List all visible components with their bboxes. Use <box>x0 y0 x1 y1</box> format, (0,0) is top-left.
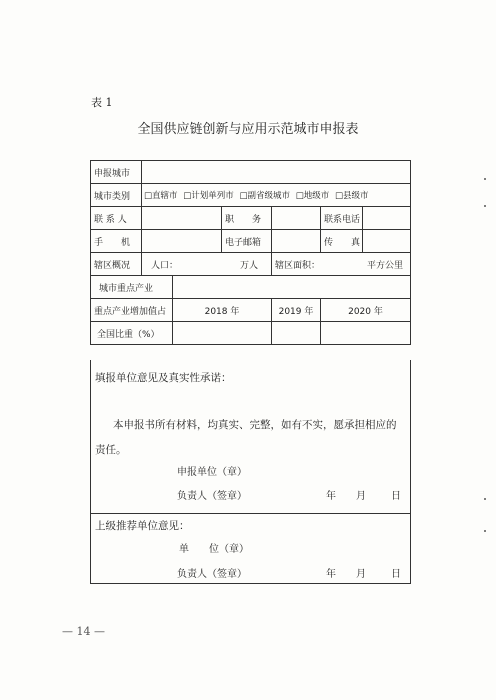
checkbox-prefecture[interactable]: □地级市 <box>295 191 330 201</box>
opinion-heading: 填报单位意见及真实性承诺： <box>95 372 232 384</box>
position-field[interactable] <box>272 207 321 230</box>
share-label: 全国比重（%） <box>91 322 173 345</box>
email-field[interactable] <box>272 230 321 253</box>
population-label: 人口： <box>151 260 179 271</box>
date-day: 日 <box>391 491 401 502</box>
superior-heading: 上级推荐单位意见： <box>95 520 190 532</box>
checkbox-municipality[interactable]: □直辖市 <box>144 191 178 201</box>
page-title: 全国供应链创新与应用示范城市申报表 <box>137 122 359 137</box>
city-field[interactable] <box>142 161 411 184</box>
category-options <box>142 184 411 207</box>
superior-section <box>90 513 411 584</box>
mobile-label: 手 机 <box>91 230 142 253</box>
fax-field[interactable] <box>363 230 411 253</box>
opinion-text: 本申报书所有材料，均真实、完整，如有不实，愿承担相应的 <box>113 419 397 431</box>
checkbox-sub-provincial[interactable]: □副省级城市 <box>239 191 291 201</box>
scan-dot <box>484 498 486 500</box>
category-label: 城市类别 <box>91 184 142 207</box>
date-month: 月 <box>356 491 366 502</box>
checkbox-county[interactable]: □县级市 <box>335 191 369 201</box>
share-2018-field[interactable] <box>173 322 272 345</box>
area-label: 辖区面积： <box>275 260 321 271</box>
page-number: — 14 — <box>62 625 105 638</box>
date-year: 年 <box>326 491 336 502</box>
district-label: 辖区概况 <box>91 253 142 276</box>
share-2019-field[interactable] <box>272 322 321 345</box>
phone-field[interactable] <box>363 207 411 230</box>
superior-date-month: 月 <box>356 569 366 580</box>
value-added-label: 重点产业增加值占 <box>91 299 173 322</box>
population-unit: 万人 <box>239 260 258 271</box>
population-field[interactable] <box>142 253 272 276</box>
scan-dot <box>484 205 486 207</box>
city-label: 申报城市 <box>91 161 142 184</box>
superior-date-year: 年 <box>326 569 336 580</box>
mobile-field[interactable] <box>142 230 222 253</box>
opinion-section <box>90 360 411 514</box>
superior-unit-seal: 单 位（章） <box>179 544 249 555</box>
area-field[interactable] <box>272 253 411 276</box>
contact-field[interactable] <box>142 207 222 230</box>
applicant-unit-seal: 申报单位（章） <box>177 467 247 478</box>
industry-label: 城市重点产业 <box>91 276 173 299</box>
year-2019: 2019 年 <box>272 299 321 322</box>
share-2020-field[interactable] <box>321 322 411 345</box>
table-number: 表 1 <box>91 96 113 109</box>
fax-label: 传 真 <box>321 230 363 253</box>
email-label: 电子邮箱 <box>222 230 272 253</box>
superior-signer: 负责人（签章） <box>177 569 247 580</box>
phone-label: 联系电话 <box>321 207 363 230</box>
superior-date-day: 日 <box>391 569 401 580</box>
position-label: 职 务 <box>222 207 272 230</box>
contact-label: 联 系 人 <box>91 207 142 230</box>
area-unit: 平方公里 <box>366 260 403 271</box>
checkbox-planned-city[interactable]: □计划单列市 <box>183 191 234 201</box>
scan-dot <box>484 530 486 532</box>
applicant-signer: 负责人（签章） <box>177 491 247 502</box>
industry-field[interactable] <box>173 276 411 299</box>
year-2018: 2018 年 <box>173 299 272 322</box>
opinion-text-cont: 责任。 <box>95 444 127 456</box>
scan-dot <box>484 178 486 180</box>
application-form-table <box>90 160 411 345</box>
year-2020: 2020 年 <box>321 299 411 322</box>
